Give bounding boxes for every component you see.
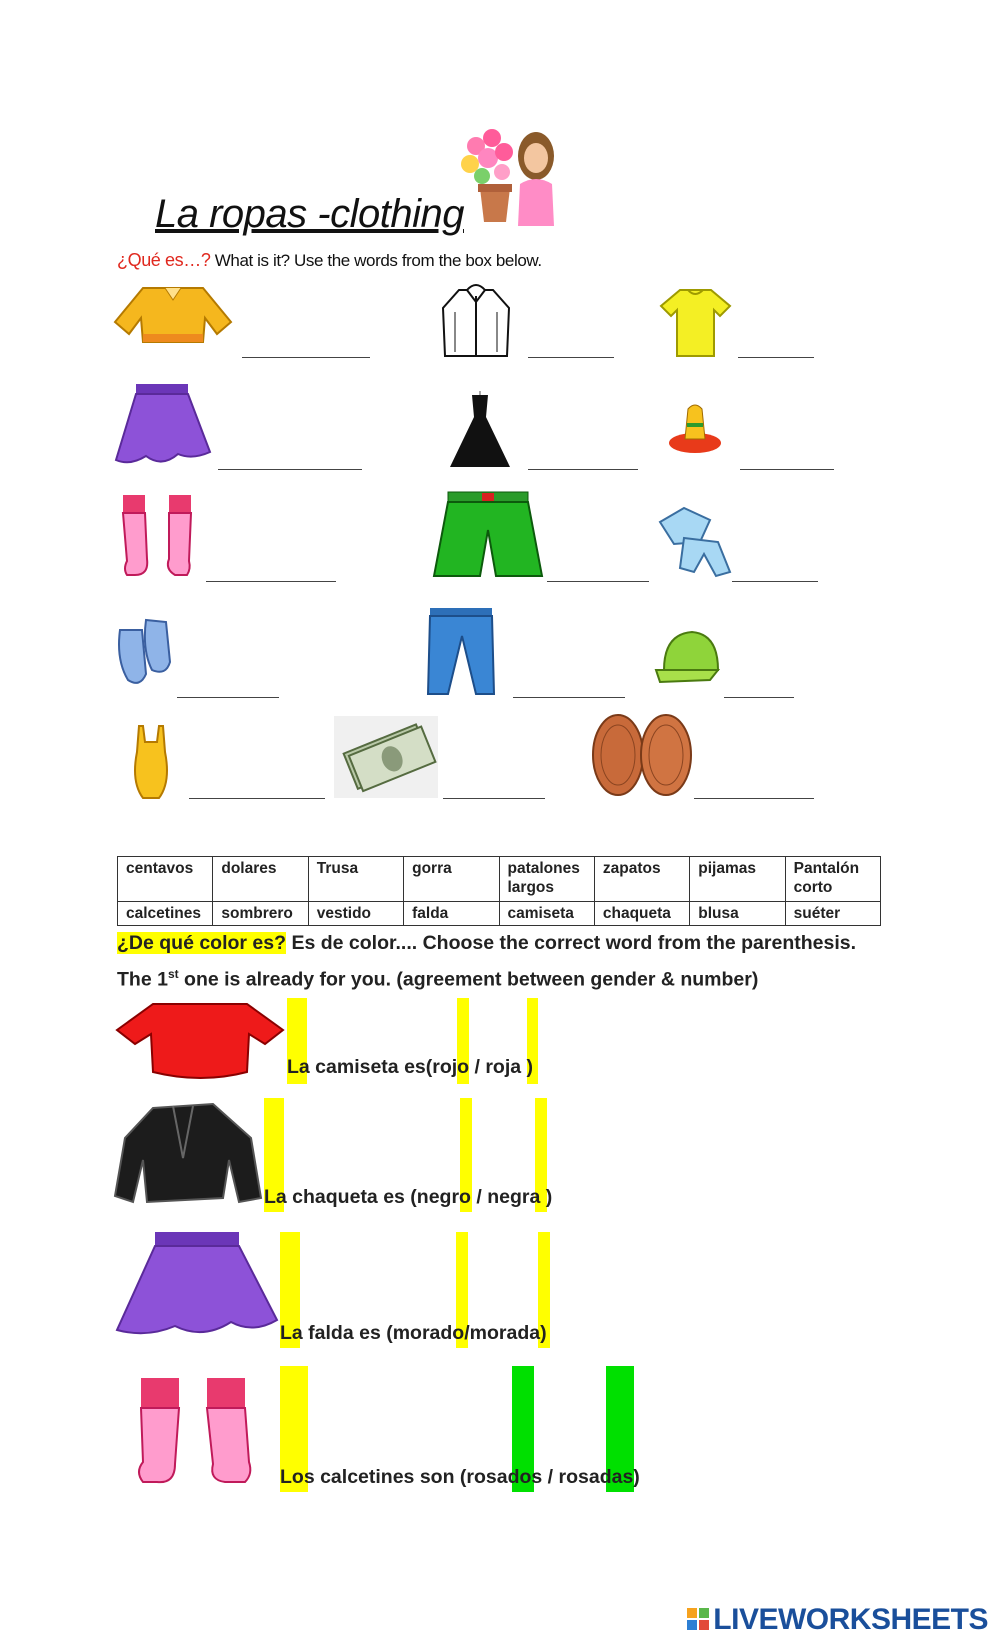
word-bank-cell: chaqueta bbox=[594, 902, 689, 926]
color-sentence-4: Los calcetines son (rosados / rosadas) bbox=[280, 1466, 640, 1488]
word-bank-cell: pijamas bbox=[690, 857, 785, 902]
answer-blank-1[interactable] bbox=[242, 357, 370, 358]
word-bank-cell: suéter bbox=[785, 902, 880, 926]
word-bank-cell: sombrero bbox=[213, 902, 308, 926]
word-bank-cell: vestido bbox=[308, 902, 403, 926]
color-sentence-3: La falda es (morado/morada) bbox=[280, 1322, 547, 1344]
green-shorts-icon bbox=[430, 490, 546, 582]
instruction-question: ¿Qué es…? bbox=[117, 250, 211, 270]
instruction-text: What is it? Use the words from the box below. bbox=[214, 251, 542, 270]
answer-blank-7[interactable] bbox=[206, 581, 336, 582]
word-bank-cell: blusa bbox=[690, 902, 785, 926]
answer-blank-2[interactable] bbox=[528, 357, 614, 358]
answer-blank-11[interactable] bbox=[513, 697, 625, 698]
color-instructions bbox=[117, 928, 897, 996]
color-instructions-text: Es de color.... Choose the correct word from the parenthesis. bbox=[286, 932, 857, 954]
black-dress-icon bbox=[444, 391, 516, 471]
line2-post: one is already for you. (agreement between gender & number) bbox=[178, 968, 759, 991]
answer-blank-4[interactable] bbox=[218, 469, 362, 470]
worksheet-title: La ropas -clothing bbox=[155, 192, 464, 236]
purple-skirt-icon bbox=[112, 382, 212, 470]
yellow-swimsuit-icon bbox=[127, 722, 175, 802]
answer-blank-9[interactable] bbox=[732, 581, 818, 582]
color-sentence-2: La chaqueta es (negro / negra ) bbox=[264, 1186, 553, 1208]
leather-jacket-icon bbox=[113, 1098, 263, 1208]
word-bank-cell: falda bbox=[404, 902, 499, 926]
color-question: ¿De qué color es? bbox=[117, 932, 287, 954]
word-bank-table bbox=[117, 856, 881, 926]
yellow-sweater-icon bbox=[113, 282, 233, 346]
word-bank-cell: Pantalón corto bbox=[785, 857, 880, 902]
color-instructions-line1 bbox=[117, 928, 897, 959]
yellow-tshirt-icon bbox=[658, 286, 733, 360]
blue-shoes-icon bbox=[112, 600, 174, 696]
color-sentence-1: La camiseta es(rojo / roja ) bbox=[287, 1056, 534, 1078]
answer-blank-10[interactable] bbox=[177, 697, 279, 698]
pink-socks-icon bbox=[113, 1368, 279, 1490]
answer-blank-12[interactable] bbox=[724, 697, 794, 698]
green-cap-icon bbox=[652, 622, 724, 694]
word-bank-cell: Trusa bbox=[308, 857, 403, 902]
blue-pajamas-icon bbox=[654, 502, 734, 580]
word-bank-cell: gorra bbox=[404, 857, 499, 902]
zip-jacket-icon bbox=[437, 282, 515, 362]
answer-blank-13[interactable] bbox=[189, 798, 325, 799]
red-shirt-icon bbox=[113, 1000, 287, 1082]
liveworksheets-logo-icon bbox=[686, 1605, 710, 1629]
color-instructions-line2 bbox=[117, 959, 897, 996]
word-bank-cell: camiseta bbox=[499, 902, 594, 926]
pink-socks-icon bbox=[113, 489, 205, 581]
sombrero-icon bbox=[650, 387, 740, 469]
teacher-flowers-icon bbox=[458, 126, 558, 230]
answer-blank-8[interactable] bbox=[547, 581, 649, 582]
word-bank-cell: patalones largos bbox=[499, 857, 594, 902]
instruction-line bbox=[117, 250, 542, 271]
brand-text: LIVEWORKSHEETS bbox=[713, 1603, 988, 1636]
liveworksheets-logo bbox=[686, 1603, 988, 1637]
answer-blank-15[interactable] bbox=[694, 798, 814, 799]
answer-blank-5[interactable] bbox=[528, 469, 638, 470]
penny-coins-icon bbox=[590, 713, 692, 797]
word-bank-cell: zapatos bbox=[594, 857, 689, 902]
answer-blank-14[interactable] bbox=[443, 798, 545, 799]
line2-sup: st bbox=[167, 967, 179, 981]
word-bank-cell: calcetines bbox=[118, 902, 213, 926]
purple-skirt-icon bbox=[113, 1230, 281, 1342]
line2-pre: The 1 bbox=[117, 968, 168, 991]
word-bank-cell: dolares bbox=[213, 857, 308, 902]
word-bank-cell: centavos bbox=[118, 857, 213, 902]
dollar-bills-icon bbox=[334, 716, 438, 798]
blue-jeans-icon bbox=[424, 606, 498, 696]
answer-blank-3[interactable] bbox=[738, 357, 814, 358]
answer-blank-6[interactable] bbox=[740, 469, 834, 470]
